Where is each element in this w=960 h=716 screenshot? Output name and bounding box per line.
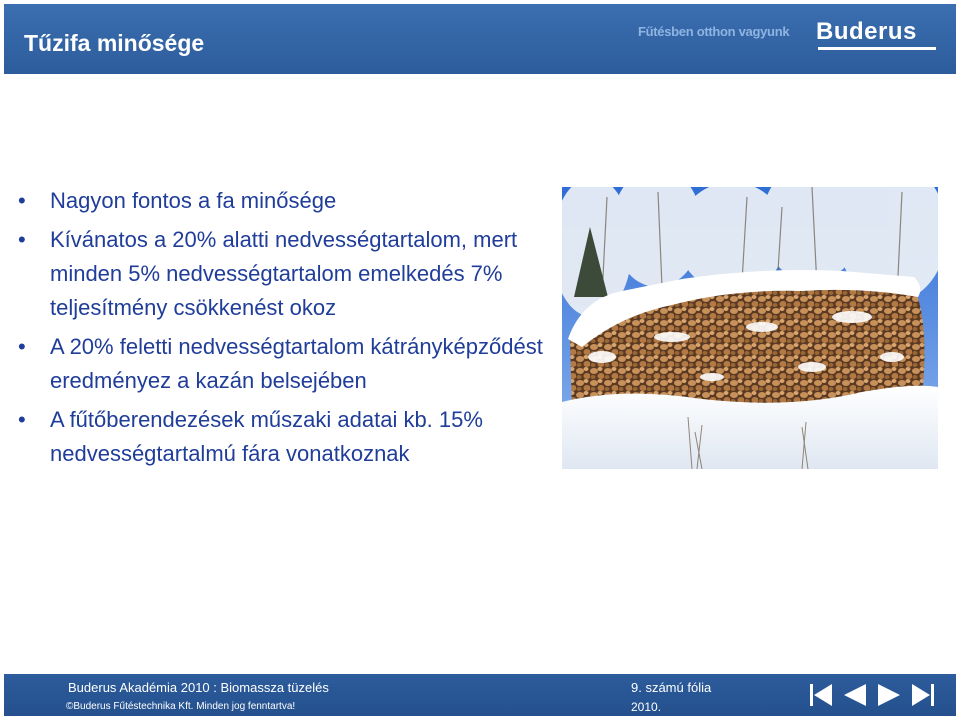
logo-underline (818, 47, 936, 50)
footer-bar (4, 674, 956, 716)
buderus-logo: Buderus (816, 18, 917, 45)
bullet-item-3: • A 20% feletti nedvességtartalom kátrányképződést eredményez a kazán belsejében (18, 330, 558, 398)
nav-controls (804, 680, 940, 710)
bullet-item-2: • Kívánatos a 20% alatti nedvességtartalom, mert minden 5% nedvességtartalom emelkedés 7% teljesítmény csökkenést okoz (18, 223, 558, 325)
bullet-item-1: • Nagyon fontos a fa minősége (18, 184, 558, 218)
slide-number: 9. számú fólia (631, 680, 712, 695)
bullet-item-4: • A fűtőberendezések műszaki adatai kb. 15% nedvességtartalmú fára vonatkoznak (18, 403, 558, 471)
firewood-photo (562, 187, 938, 469)
slogan-text: Fűtésben otthon vagyunk (638, 24, 790, 39)
footer-copyright: ©Buderus Fűtéstechnika Kft. Minden jog fenntartva! (66, 701, 296, 712)
header-bar (4, 4, 956, 74)
footer-year: 2010. (631, 700, 662, 714)
first-slide-icon[interactable] (810, 684, 832, 706)
next-slide-icon[interactable] (878, 684, 900, 706)
last-slide-icon[interactable] (912, 684, 934, 706)
footer-academy: Buderus Akadémia 2010 : Biomassza tüzelés (68, 680, 329, 695)
previous-slide-icon[interactable] (844, 684, 866, 706)
bullet-list (18, 184, 558, 476)
slide-title: Tűzifa minősége (24, 30, 205, 56)
